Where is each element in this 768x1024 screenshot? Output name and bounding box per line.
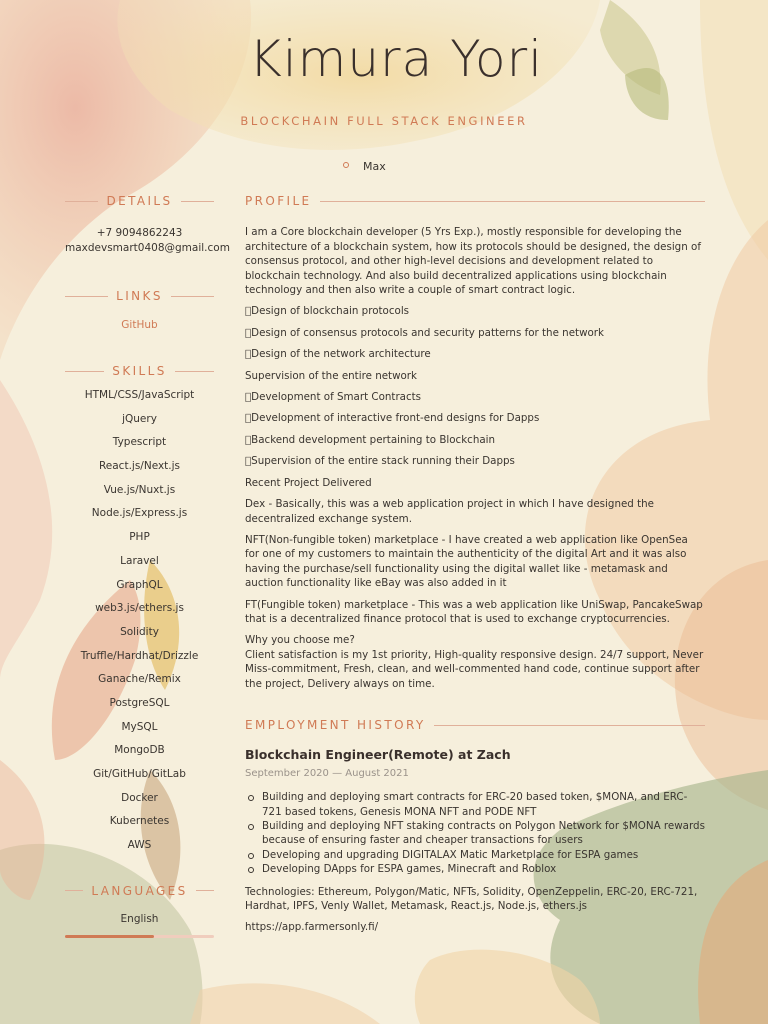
profile-heading: PROFILE xyxy=(245,194,705,208)
profile-paragraph: I am a Core blockchain developer (5 Yrs Exp.), mostly responsible for developing the architecture of a blockchain system, how its protocols should be designed, the design of consensus protocol, and other high-level decisions and development related to blockchain technology. And also build decentralized applications using blockchain technology and then also write a couple of smart contract logic. xyxy=(245,226,701,297)
profile-section xyxy=(245,225,705,691)
language-level-bar xyxy=(65,935,214,938)
list-item: Building and deploying smart contracts for ERC-20 based token, $MONA, and ERC-721 based tokens, Genesis MONA NFT and PODE NFT xyxy=(262,790,705,819)
skill-item: Laravel xyxy=(120,554,159,567)
email: maxdevsmart0408@gmail.com xyxy=(65,242,230,254)
skill-item: Vue.js/Nuxt.js xyxy=(103,483,176,496)
skill-item: React.js/Next.js xyxy=(98,460,181,473)
github-link[interactable]: GitHub xyxy=(121,319,158,331)
skill-item: HTML/CSS/JavaScript xyxy=(84,389,195,401)
profile-paragraph: 􏰀Design of blockchain protocols xyxy=(245,305,410,318)
skill-item: PHP xyxy=(129,531,150,544)
list-item: Building and deploying NFT staking contracts on Polygon Network for $MONA rewards because of ensuring faster and cheaper transactions for users xyxy=(262,820,705,847)
skill-item: jQuery xyxy=(122,412,157,425)
skill-item: Git/GitHub/GitLab xyxy=(93,768,186,780)
skill-item: Typescript xyxy=(112,436,167,449)
skill-item: Truffle/Hardhat/Drizzle xyxy=(80,649,199,662)
skill-item: MySQL xyxy=(121,720,158,733)
profile-paragraph: 􏰀Supervision of the entire stack running their Dapps xyxy=(245,455,515,468)
skill-item: GraphQL xyxy=(116,578,163,591)
nickname-item xyxy=(343,160,386,173)
profile-paragraph: FT(Fungible token) marketplace - This was a web application like UniSwap, PancakeSwap that is a decentralized finance protocol that is used to exchange cryptocurrencies. xyxy=(245,598,703,625)
language-level-fill xyxy=(65,935,154,938)
language-english: English xyxy=(120,912,159,925)
employment-job-title: Blockchain Engineer(Remote) at Zach xyxy=(245,747,511,763)
skill-item: Node.js/Express.js xyxy=(91,507,188,520)
phone: +7 9094862243 xyxy=(96,227,183,239)
skill-item: Ganache/Remix xyxy=(98,673,181,686)
profile-paragraph: 􏰀Design of the network architecture xyxy=(245,348,431,361)
profile-paragraph: Client satisfaction is my 1st priority, High-quality responsive design. 24/7 support, Never Miss-commitment, Fresh, clean, and well-commented hand code, continue support after the project, Delivery always on time. xyxy=(245,648,704,690)
skill-item: MongoDB xyxy=(114,744,165,757)
profile-paragraph: Supervision of the entire network xyxy=(245,369,418,382)
list-item: Developing DApps for ESPA games, Minecraft and Roblox xyxy=(262,862,705,876)
project-url[interactable]: https://app.farmersonly.fi/ xyxy=(245,921,379,934)
skills-list xyxy=(65,388,214,862)
employment-dates: September 2020 — August 2021 xyxy=(245,767,409,779)
employment-heading: EMPLOYMENT HISTORY xyxy=(245,718,705,732)
technologies: Technologies: Ethereum, Polygon/Matic, NFTs, Solidity, OpenZeppelin, ERC-20, ERC-721, Hardhat, IPFS, Venly Wallet, Metamask, React.js, Node.js, ethers.js xyxy=(245,885,698,913)
skill-item: PostgreSQL xyxy=(109,696,170,709)
links-heading: LINKS xyxy=(65,289,214,303)
profile-paragraph: 􏰀Design of consensus protocols and security patterns for the network xyxy=(245,326,605,339)
profile-paragraph: NFT(Non-fungible token) marketplace - I have created a web application like OpenSea for one of my customers to maintain the authenticity of the digital Art and it was also having the purchase/sell functionality using the digital wallet like - metamask and auction functionality like eBay was also added in it xyxy=(245,533,688,590)
profile-paragraph: 􏰀Backend development pertaining to Blockchain xyxy=(245,433,496,446)
profile-paragraph: Why you choose me? xyxy=(245,634,355,647)
languages-heading: LANGUAGES xyxy=(65,884,214,898)
skill-item: web3.js/ethers.js xyxy=(95,602,184,615)
skill-item: Kubernetes xyxy=(109,815,170,828)
candidate-name: Kimura Yori xyxy=(248,30,544,88)
skill-item: Solidity xyxy=(120,625,159,638)
profile-paragraph: Recent Project Delivered xyxy=(245,476,372,489)
sidebar xyxy=(65,194,230,938)
skills-heading: SKILLS xyxy=(65,364,214,378)
job-title: BLOCKCHAIN FULL STACK ENGINEER xyxy=(240,114,528,128)
bullet-icon xyxy=(343,162,349,168)
details-heading: DETAILS xyxy=(65,194,214,208)
skill-item: AWS xyxy=(127,839,152,852)
list-item: Developing and upgrading DIGITALAX Matic Marketplace for ESPA games xyxy=(262,848,705,862)
nickname: Max xyxy=(363,160,386,173)
profile-paragraph: 􏰀Development of interactive front-end designs for Dapps xyxy=(245,412,540,425)
main-content xyxy=(245,194,705,942)
profile-paragraph: Dex - Basically, this was a web application project in which I have designed the decentralized exchange system. xyxy=(245,498,655,525)
skill-item: Docker xyxy=(121,791,158,804)
profile-paragraph: 􏰀Development of Smart Contracts xyxy=(245,391,422,404)
employment-bullets xyxy=(245,790,705,876)
